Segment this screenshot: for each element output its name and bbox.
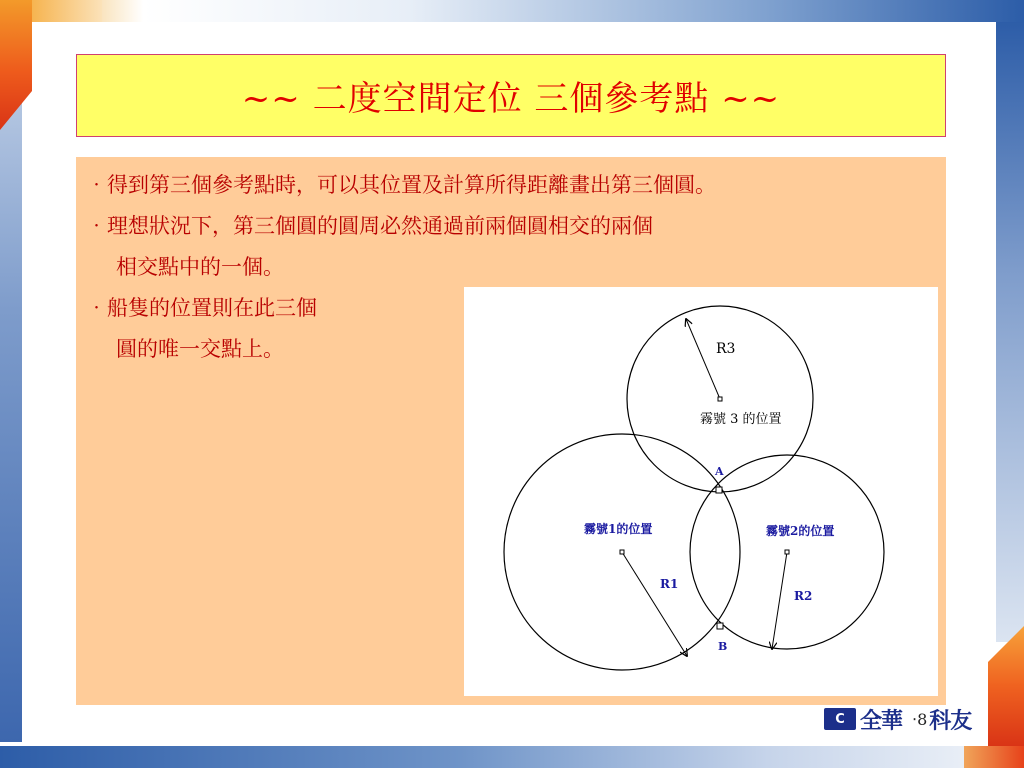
bullet-1-line-1: ‧得到第三個參考點時，可以其位置及計算所得距離畫出第三個圓。 xyxy=(86,173,716,197)
radius-r2-line xyxy=(772,552,787,649)
top-decor-band xyxy=(0,0,1024,22)
page-number: ‧8 xyxy=(912,709,928,729)
slide-title: ~~ 二度空間定位 三個參考點 ~~ xyxy=(241,79,781,119)
label-beacon-1: 霧號1的位置 xyxy=(584,522,653,536)
label-beacon-3: 霧號 3 的位置 xyxy=(700,412,782,427)
bullet-3-line-1: ‧船隻的位置則在此三個 xyxy=(86,296,317,320)
publisher-logo-mark: C xyxy=(824,708,856,730)
radius-r1-line xyxy=(622,552,687,656)
bottom-right-orange-accent-strip xyxy=(964,746,1024,768)
intersection-b-marker xyxy=(717,623,723,629)
left-decor-band xyxy=(0,22,22,742)
slide-title-box xyxy=(76,54,946,137)
label-b: B xyxy=(718,640,728,653)
content-panel xyxy=(76,157,946,705)
top-left-orange-accent-strip xyxy=(32,0,102,22)
radius-r3-line xyxy=(686,319,720,399)
bullet-2-line-2: 相交點中的一個。 xyxy=(116,255,284,279)
top-left-orange-accent xyxy=(0,0,32,130)
intersection-a-marker xyxy=(716,487,722,493)
bullet-2-line-1: ‧理想狀況下，第三個圓的圓周必然通過前兩個圓相交的兩個 xyxy=(86,214,653,238)
beacon-3-marker xyxy=(718,397,722,401)
label-r1: R1 xyxy=(660,577,679,591)
bottom-decor-band xyxy=(0,746,1024,768)
publisher-name-2: 科友 xyxy=(929,708,972,734)
trilateration-svg xyxy=(464,287,938,696)
label-r2: R2 xyxy=(794,589,813,603)
publisher-name-1: 全華 xyxy=(860,708,903,734)
beacon-2-marker xyxy=(785,550,789,554)
publisher-logo xyxy=(824,704,994,734)
label-r3: R3 xyxy=(716,341,736,357)
label-a: A xyxy=(715,465,724,478)
label-beacon-2: 霧號2的位置 xyxy=(766,524,835,538)
bullet-3-line-2: 圓的唯一交點上。 xyxy=(116,337,284,361)
right-decor-band xyxy=(996,22,1024,642)
trilateration-diagram xyxy=(464,287,938,696)
beacon-1-marker xyxy=(620,550,624,554)
